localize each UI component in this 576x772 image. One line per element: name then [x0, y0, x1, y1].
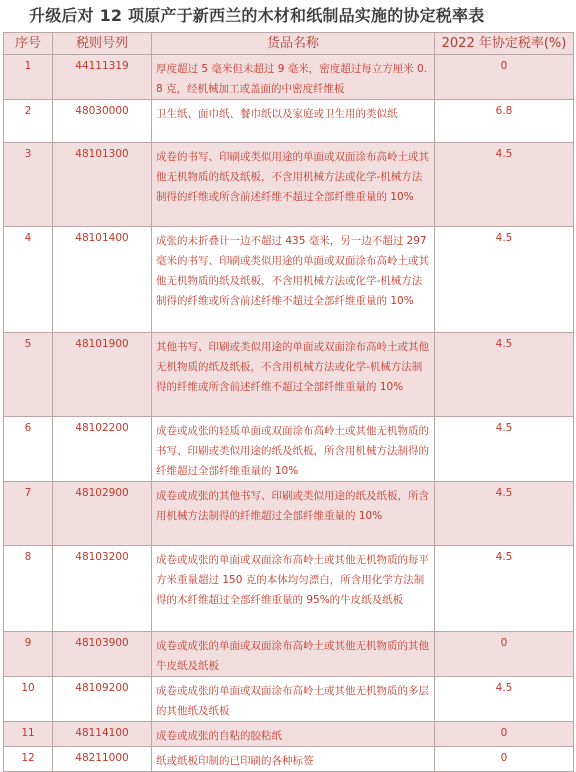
header-rate: 2022 年协定税率(%) [435, 33, 574, 55]
table-row [4, 100, 574, 143]
row-number: 3 [4, 143, 53, 227]
row-goods-name: 厚度超过 5 毫米但未超过 9 毫米，密度超过每立方厘米 0.8 克，经机械加工或盖面的中密度纤维板 [152, 55, 435, 100]
row-number: 1 [4, 55, 53, 100]
table-row [4, 632, 574, 677]
row-goods-name: 成卷的书写、印刷或类似用途的单面或双面涂布高岭土或其他无机物质的纸及纸板，不含用机械方法或化学-机械方法制得的纤维或所含前述纤维不超过全部纤维重量的 10% [152, 143, 435, 227]
table-header-row [4, 33, 574, 55]
row-tariff-code: 48030000 [53, 100, 152, 143]
table-row [4, 55, 574, 100]
table-row [4, 677, 574, 722]
row-number: 8 [4, 546, 53, 632]
row-goods-name: 成卷或成张的自粘的胶粘纸 [152, 722, 435, 747]
row-rate: 4.5 [435, 482, 574, 546]
row-tariff-code: 48101400 [53, 227, 152, 333]
row-goods-name: 成卷或成张的轻质单面或双面涂布高岭土或其他无机物质的书写、印刷或类似用途的纸及纸板，所含用机械方法制得的纤维超过全部纤维重量的 10% [152, 417, 435, 482]
row-number: 12 [4, 747, 53, 772]
row-goods-name: 成卷或成张的单面或双面涂布高岭土或其他无机物质的每平方米重量超过 150 克的本体均匀漂白，所含用化学方法制得的木纤维超过全部纤维重量的 95%的牛皮纸及纸板 [152, 546, 435, 632]
row-number: 6 [4, 417, 53, 482]
row-rate: 4.5 [435, 143, 574, 227]
row-goods-name: 成卷或成张的单面或双面涂布高岭土或其他无机物质的其他牛皮纸及纸板 [152, 632, 435, 677]
row-tariff-code: 48211000 [53, 747, 152, 772]
row-tariff-code: 48103200 [53, 546, 152, 632]
row-rate: 4.5 [435, 677, 574, 722]
row-goods-name: 成卷或成张的单面或双面涂布高岭土或其他无机物质的多层的其他纸及纸板 [152, 677, 435, 722]
tariff-table [3, 32, 574, 772]
row-goods-name: 卫生纸、面巾纸、餐巾纸以及家庭或卫生用的类似纸 [152, 100, 435, 143]
row-goods-name: 成卷或成张的其他书写、印刷或类似用途的纸及纸板，所含用机械方法制得的纤维超过全部纤维重量的 10% [152, 482, 435, 546]
row-tariff-code: 48109200 [53, 677, 152, 722]
row-rate: 0 [435, 632, 574, 677]
row-rate: 4.5 [435, 227, 574, 333]
row-number: 10 [4, 677, 53, 722]
header-serial-number: 序号 [4, 33, 53, 55]
page-title: 升级后对 12 项原产于新西兰的木材和纸制品实施的协定税率表 [29, 6, 485, 25]
table-row [4, 722, 574, 747]
row-rate: 4.5 [435, 417, 574, 482]
row-number: 5 [4, 333, 53, 417]
row-rate: 0 [435, 722, 574, 747]
row-goods-name: 成张的未折叠计一边不超过 435 毫米，另一边不超过 297 毫米的书写、印刷或类似用途的单面或双面涂布高岭土或其他无机物质的纸及纸板，不含用机械方法或化学-机械方法制得的纤维或所含前述纤维不超过全部纤维重量的 10% [152, 227, 435, 333]
table-row [4, 417, 574, 482]
row-rate: 6.8 [435, 100, 574, 143]
row-goods-name: 纸或纸板印制的已印刷的各种标签 [152, 747, 435, 772]
row-tariff-code: 48101900 [53, 333, 152, 417]
row-rate: 0 [435, 55, 574, 100]
row-number: 4 [4, 227, 53, 333]
row-tariff-code: 48103900 [53, 632, 152, 677]
table-row [4, 546, 574, 632]
table-row [4, 482, 574, 546]
row-number: 9 [4, 632, 53, 677]
row-tariff-code: 44111319 [53, 55, 152, 100]
row-tariff-code: 48102900 [53, 482, 152, 546]
row-tariff-code: 48102200 [53, 417, 152, 482]
row-tariff-code: 48101300 [53, 143, 152, 227]
row-goods-name: 其他书写、印刷或类似用途的单面或双面涂布高岭土或其他无机物质的纸及纸板，不含用机械方法或化学-机械方法制得的纤维或所含前述纤维不超过全部纤维重量的 10% [152, 333, 435, 417]
table-row [4, 227, 574, 333]
header-goods-name: 货品名称 [152, 33, 435, 55]
row-tariff-code: 48114100 [53, 722, 152, 747]
row-rate: 4.5 [435, 546, 574, 632]
row-number: 2 [4, 100, 53, 143]
row-number: 11 [4, 722, 53, 747]
row-number: 7 [4, 482, 53, 546]
row-rate: 4.5 [435, 333, 574, 417]
header-tariff-code: 税则号列 [53, 33, 152, 55]
row-rate: 0 [435, 747, 574, 772]
table-row [4, 333, 574, 417]
table-row [4, 143, 574, 227]
